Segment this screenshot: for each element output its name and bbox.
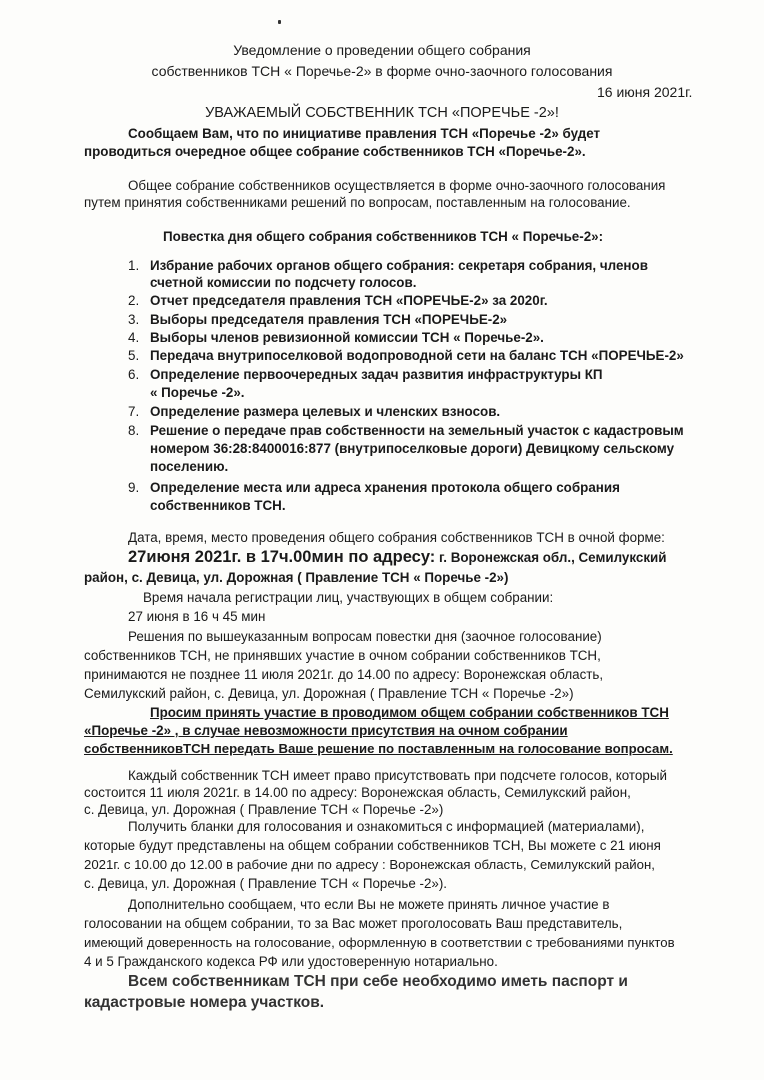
counting-line-1: Каждый собственник ТСН имеет право присутствовать при подсчете голосов, который	[128, 768, 667, 783]
counting-line-3: с. Девица, ул. Дорожная ( Правление ТСН « Поречье -2»)	[84, 802, 444, 817]
title-line-1: Уведомление о проведении общего собрания	[233, 42, 531, 58]
proxy-line-4: 4 и 5 Гражданского кодекса РФ или удостоверенную нотариально.	[84, 954, 498, 969]
agenda-item: Определение первоочередных задач развития инфраструктуры КП	[150, 367, 603, 382]
agenda-num: 5.	[128, 348, 140, 363]
agenda-item: « Поречье -2».	[150, 385, 245, 400]
forms-line-1: Получить бланки для голосования и ознакомиться с информацией (материалами),	[128, 819, 645, 834]
forms-line-2: которые будут представлены на общем собрании собственников ТСН, Вы можете с 21 июня	[84, 838, 661, 853]
notice-date: 16 июня 2021г.	[597, 84, 693, 100]
request-line-1: Просим принять участие в проводимом общем собрании собственников ТСН	[150, 705, 669, 720]
decisions-line-4: Семилукский район, с. Девица, ул. Дорожная ( Правление ТСН « Поречье -2»)	[84, 686, 574, 701]
proxy-line-3: имеющий доверенность на голосование, оформленную в соответствии с требованиями пунктов	[84, 935, 675, 950]
agenda-item: собственников ТСН.	[150, 498, 286, 513]
agenda-item: Выборы членов ревизионной комиссии ТСН « Поречье-2».	[150, 330, 544, 345]
meeting-line-1: Дата, время, место проведения общего собрания собственников ТСН в очной форме:	[128, 530, 665, 545]
agenda-num: 8.	[128, 423, 140, 438]
agenda-num: 3.	[128, 312, 140, 327]
registration-line: Время начала регистрации лиц, участвующих в общем собрании:	[143, 590, 554, 605]
title-line-2: собственников ТСН « Поречье-2» в форме очно-заочного голосования	[151, 63, 613, 79]
forms-line-3: 2021г. с 10.00 до 12.00 в рабочие дни по адресу : Воронежская область, Семилукский район,	[84, 857, 655, 872]
agenda-item: Избрание рабочих органов общего собрания: секретаря собрания, членов	[150, 258, 648, 273]
request-line-2: «Поречье -2» , в случае невозможности присутствия на очном собрании	[84, 723, 568, 738]
agenda-num: 4.	[128, 330, 140, 345]
agenda-item: Определение места или адреса хранения протокола общего собрания	[150, 480, 620, 495]
closing-line-1: Всем собственникам ТСН при себе необходимо иметь паспорт и	[128, 973, 628, 990]
intro-line-2: проводиться очередное общее собрание собственников ТСН «Поречье-2».	[84, 144, 586, 159]
agenda-num: 2.	[128, 293, 140, 308]
greeting: УВАЖАЕМЫЙ СОБСТВЕННИК ТСН «ПОРЕЧЬЕ -2»!	[205, 105, 559, 121]
agenda-item: Передача внутрипоселковой водопроводной сети на баланс ТСН «ПОРЕЧЬЕ-2»	[150, 348, 684, 363]
agenda-item: Решение о передаче прав собственности на земельный участок с кадастровым	[150, 423, 684, 438]
request-line-3: собственниковТСН передать Ваше решение по поставленным на голосование вопросам.	[84, 741, 673, 756]
agenda-item: номером 36:28:8400016:877 (внутрипоселковые дороги) Девицкому сельскому	[150, 441, 675, 456]
intro-line-1: Сообщаем Вам, что по инициативе правления ТСН «Поречье -2» будет	[128, 126, 601, 141]
scan-speck	[278, 20, 281, 24]
meeting-address: г. Воронежская обл., Семилукский	[435, 550, 667, 565]
agenda-item: Определение размера целевых и членских взносов.	[150, 404, 501, 419]
proxy-line-2: голосовании на общем собрании, то за Вас может проголосовать Ваш представитель,	[84, 916, 623, 931]
closing-line-2: кадастровые номера участков.	[84, 994, 325, 1011]
agenda-num: 1.	[128, 258, 140, 273]
meeting-datetime: 27июня 2021г. в 17ч.00мин по адресу:	[128, 548, 436, 566]
counting-line-2: состоится 11 июля 2021г. в 14.00 по адресу: Воронежская область, Семилукский район,	[84, 785, 631, 800]
form-line-1: Общее собрание собственников осуществляется в форме очно-заочного голосования	[128, 178, 666, 193]
registration-time: 27 июня в 16 ч 45 мин	[128, 609, 266, 624]
agenda-item: поселению.	[150, 459, 229, 474]
forms-line-4: с. Девица, ул. Дорожная ( Правление ТСН « Поречье -2»).	[84, 876, 448, 891]
agenda-item: Отчет председателя правления ТСН «ПОРЕЧЬЕ-2» за 2020г.	[150, 293, 548, 308]
agenda-num: 9.	[128, 480, 140, 495]
agenda-title: Повестка дня общего собрания собственников ТСН « Поречье-2»:	[163, 229, 604, 244]
proxy-line-1: Дополнительно сообщаем, что если Вы не можете принять личное участие в	[128, 897, 610, 912]
decisions-line-2: собственников ТСН, не принявших участие в очном собрании собственников ТСН,	[84, 648, 601, 663]
agenda-item: счетной комиссии по подсчету голосов.	[150, 275, 417, 290]
decisions-line-1: Решения по вышеуказанным вопросам повестки дня (заочное голосование)	[128, 629, 602, 644]
meeting-date-line	[128, 549, 667, 566]
form-line-2: путем принятия собственниками решений по вопросам, поставленным на голосование.	[84, 195, 631, 210]
decisions-line-3: принимаются не позднее 11 июля 2021г. до 14.00 по адресу: Воронежская область,	[84, 667, 604, 682]
agenda-num: 6.	[128, 367, 140, 382]
agenda-item: Выборы председателя правления ТСН «ПОРЕЧЬЕ-2»	[150, 312, 508, 327]
meeting-address-line-2: район, с. Девица, ул. Дорожная ( Правление ТСН « Поречье -2»)	[84, 570, 509, 585]
agenda-num: 7.	[128, 404, 140, 419]
